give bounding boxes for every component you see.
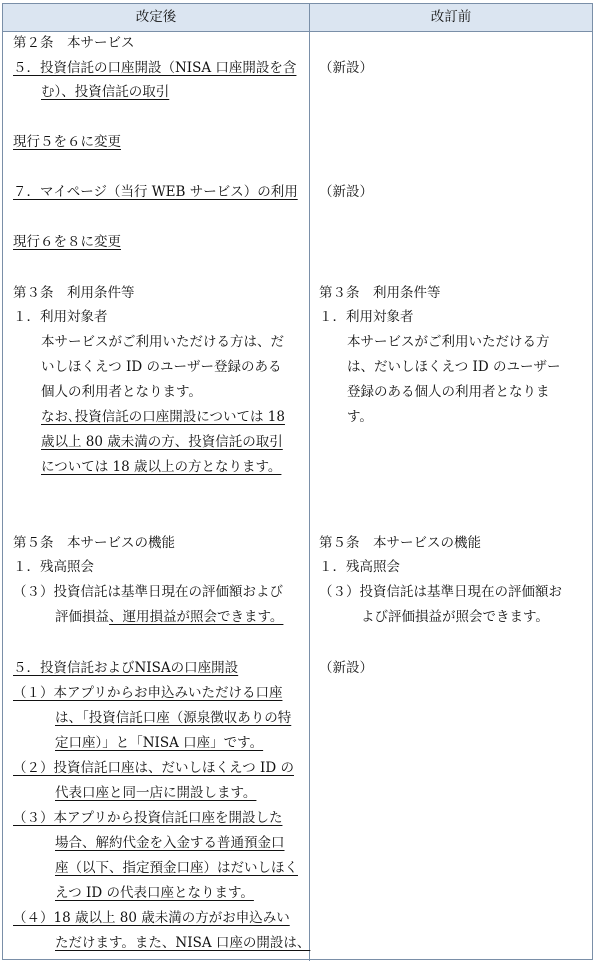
art3-para2-line1: なお､投資信託の口座開設については 18 bbox=[41, 409, 285, 425]
prev-art3-para1-line3: 登録のある個人の利用者となりま bbox=[347, 384, 550, 400]
header-previous: 改訂前 bbox=[310, 4, 592, 32]
prev-art3-para1-line4: す。 bbox=[347, 409, 373, 425]
prev-article-3-heading: 第３条 利用条件等 bbox=[319, 285, 441, 301]
art5-item5: ５．投資信託およびNISAの口座開設 bbox=[13, 660, 239, 676]
prev-art3-para1-line1: 本サービスがご利用いただける方 bbox=[347, 334, 550, 350]
sub4-line2: ただけます。また、NISA 口座の開設は、 bbox=[55, 935, 311, 951]
art3-para1-line2: いしほくえつ ID のユーザー登録のある bbox=[41, 359, 282, 375]
art3-para1-line1: 本サービスがご利用いただける方は、だ bbox=[41, 334, 284, 350]
new-entry-1: （新設） bbox=[319, 60, 373, 76]
prev-art5-sub3-line1: （３）投資信託は基準日現在の評価額お bbox=[319, 584, 562, 600]
prev-article-5-heading: 第５条 本サービスの機能 bbox=[319, 535, 481, 551]
article-5-heading: 第５条 本サービスの機能 bbox=[13, 535, 175, 551]
prev-art5-item1: １．残高照会 bbox=[319, 559, 400, 575]
article-2-heading: 第２条 本サービス bbox=[13, 35, 135, 51]
sub1-line3: 定口座）」と「NISA 口座」です。 bbox=[55, 735, 264, 751]
art2-item7: ７．マイページ（当行 WEB サービス）の利用 bbox=[13, 184, 298, 200]
art2-change-note-2: 現行６を８に変更 bbox=[13, 234, 121, 250]
art2-item5-line2: む）、投資信託の取引 bbox=[41, 84, 170, 100]
art5-sub3-line2: 評価損益、運用損益が照会できます。 bbox=[55, 609, 284, 625]
sub3-line1: （３）本アプリから投資信託口座を開設した bbox=[13, 810, 283, 826]
sub2-line1: （２）投資信託口座は、だいしほくえつ ID の bbox=[13, 760, 294, 776]
prev-art3-para1-line2: は、だいしほくえつ ID のユーザー bbox=[347, 359, 561, 375]
sub1-line2: は、「投資信託口座（源泉徴収ありの特 bbox=[55, 710, 292, 726]
art2-item5-line1: ５．投資信託の口座開設（NISA 口座開設を含 bbox=[13, 60, 297, 76]
art3-para2-line3: については 18 歳以上の方となります。 bbox=[41, 459, 282, 475]
column-divider bbox=[309, 31, 310, 961]
prev-art3-item1: １．利用対象者 bbox=[319, 309, 414, 325]
art3-para2-line2: 歳以上 80 歳未満の方、投資信託の取引 bbox=[41, 434, 283, 450]
art5-sub3-line1: （３）投資信託は基準日現在の評価額および bbox=[13, 584, 283, 600]
sub3-line2: 場合、解約代金を入金する普通預金口 bbox=[55, 835, 285, 851]
header-revised: 改定後 bbox=[3, 4, 310, 32]
sub3-line4: えつ ID の代表口座となります。 bbox=[55, 885, 254, 901]
sub1-line1: （１）本アプリからお申込みいただける口座 bbox=[13, 685, 283, 701]
prev-art5-sub3-line2: よび評価損益が照会できます。 bbox=[361, 609, 549, 625]
art5-item1: １．残高照会 bbox=[13, 559, 94, 575]
art3-item1: １．利用対象者 bbox=[13, 309, 108, 325]
sub2-line2: 代表口座と同一店に開設します。 bbox=[55, 785, 257, 801]
sub3-line3: 座（以下、指定預金口座）はだいしほく bbox=[55, 860, 298, 876]
article-3-heading: 第３条 利用条件等 bbox=[13, 285, 135, 301]
new-entry-3: （新設） bbox=[319, 660, 373, 676]
new-entry-2: （新設） bbox=[319, 184, 373, 200]
art2-change-note-1: 現行５を６に変更 bbox=[13, 134, 121, 150]
art3-para1-line3: 個人の利用者となります。 bbox=[41, 384, 202, 400]
sub4-line1: （４）18 歳以上 80 歳未満の方がお申込みい bbox=[13, 910, 290, 926]
